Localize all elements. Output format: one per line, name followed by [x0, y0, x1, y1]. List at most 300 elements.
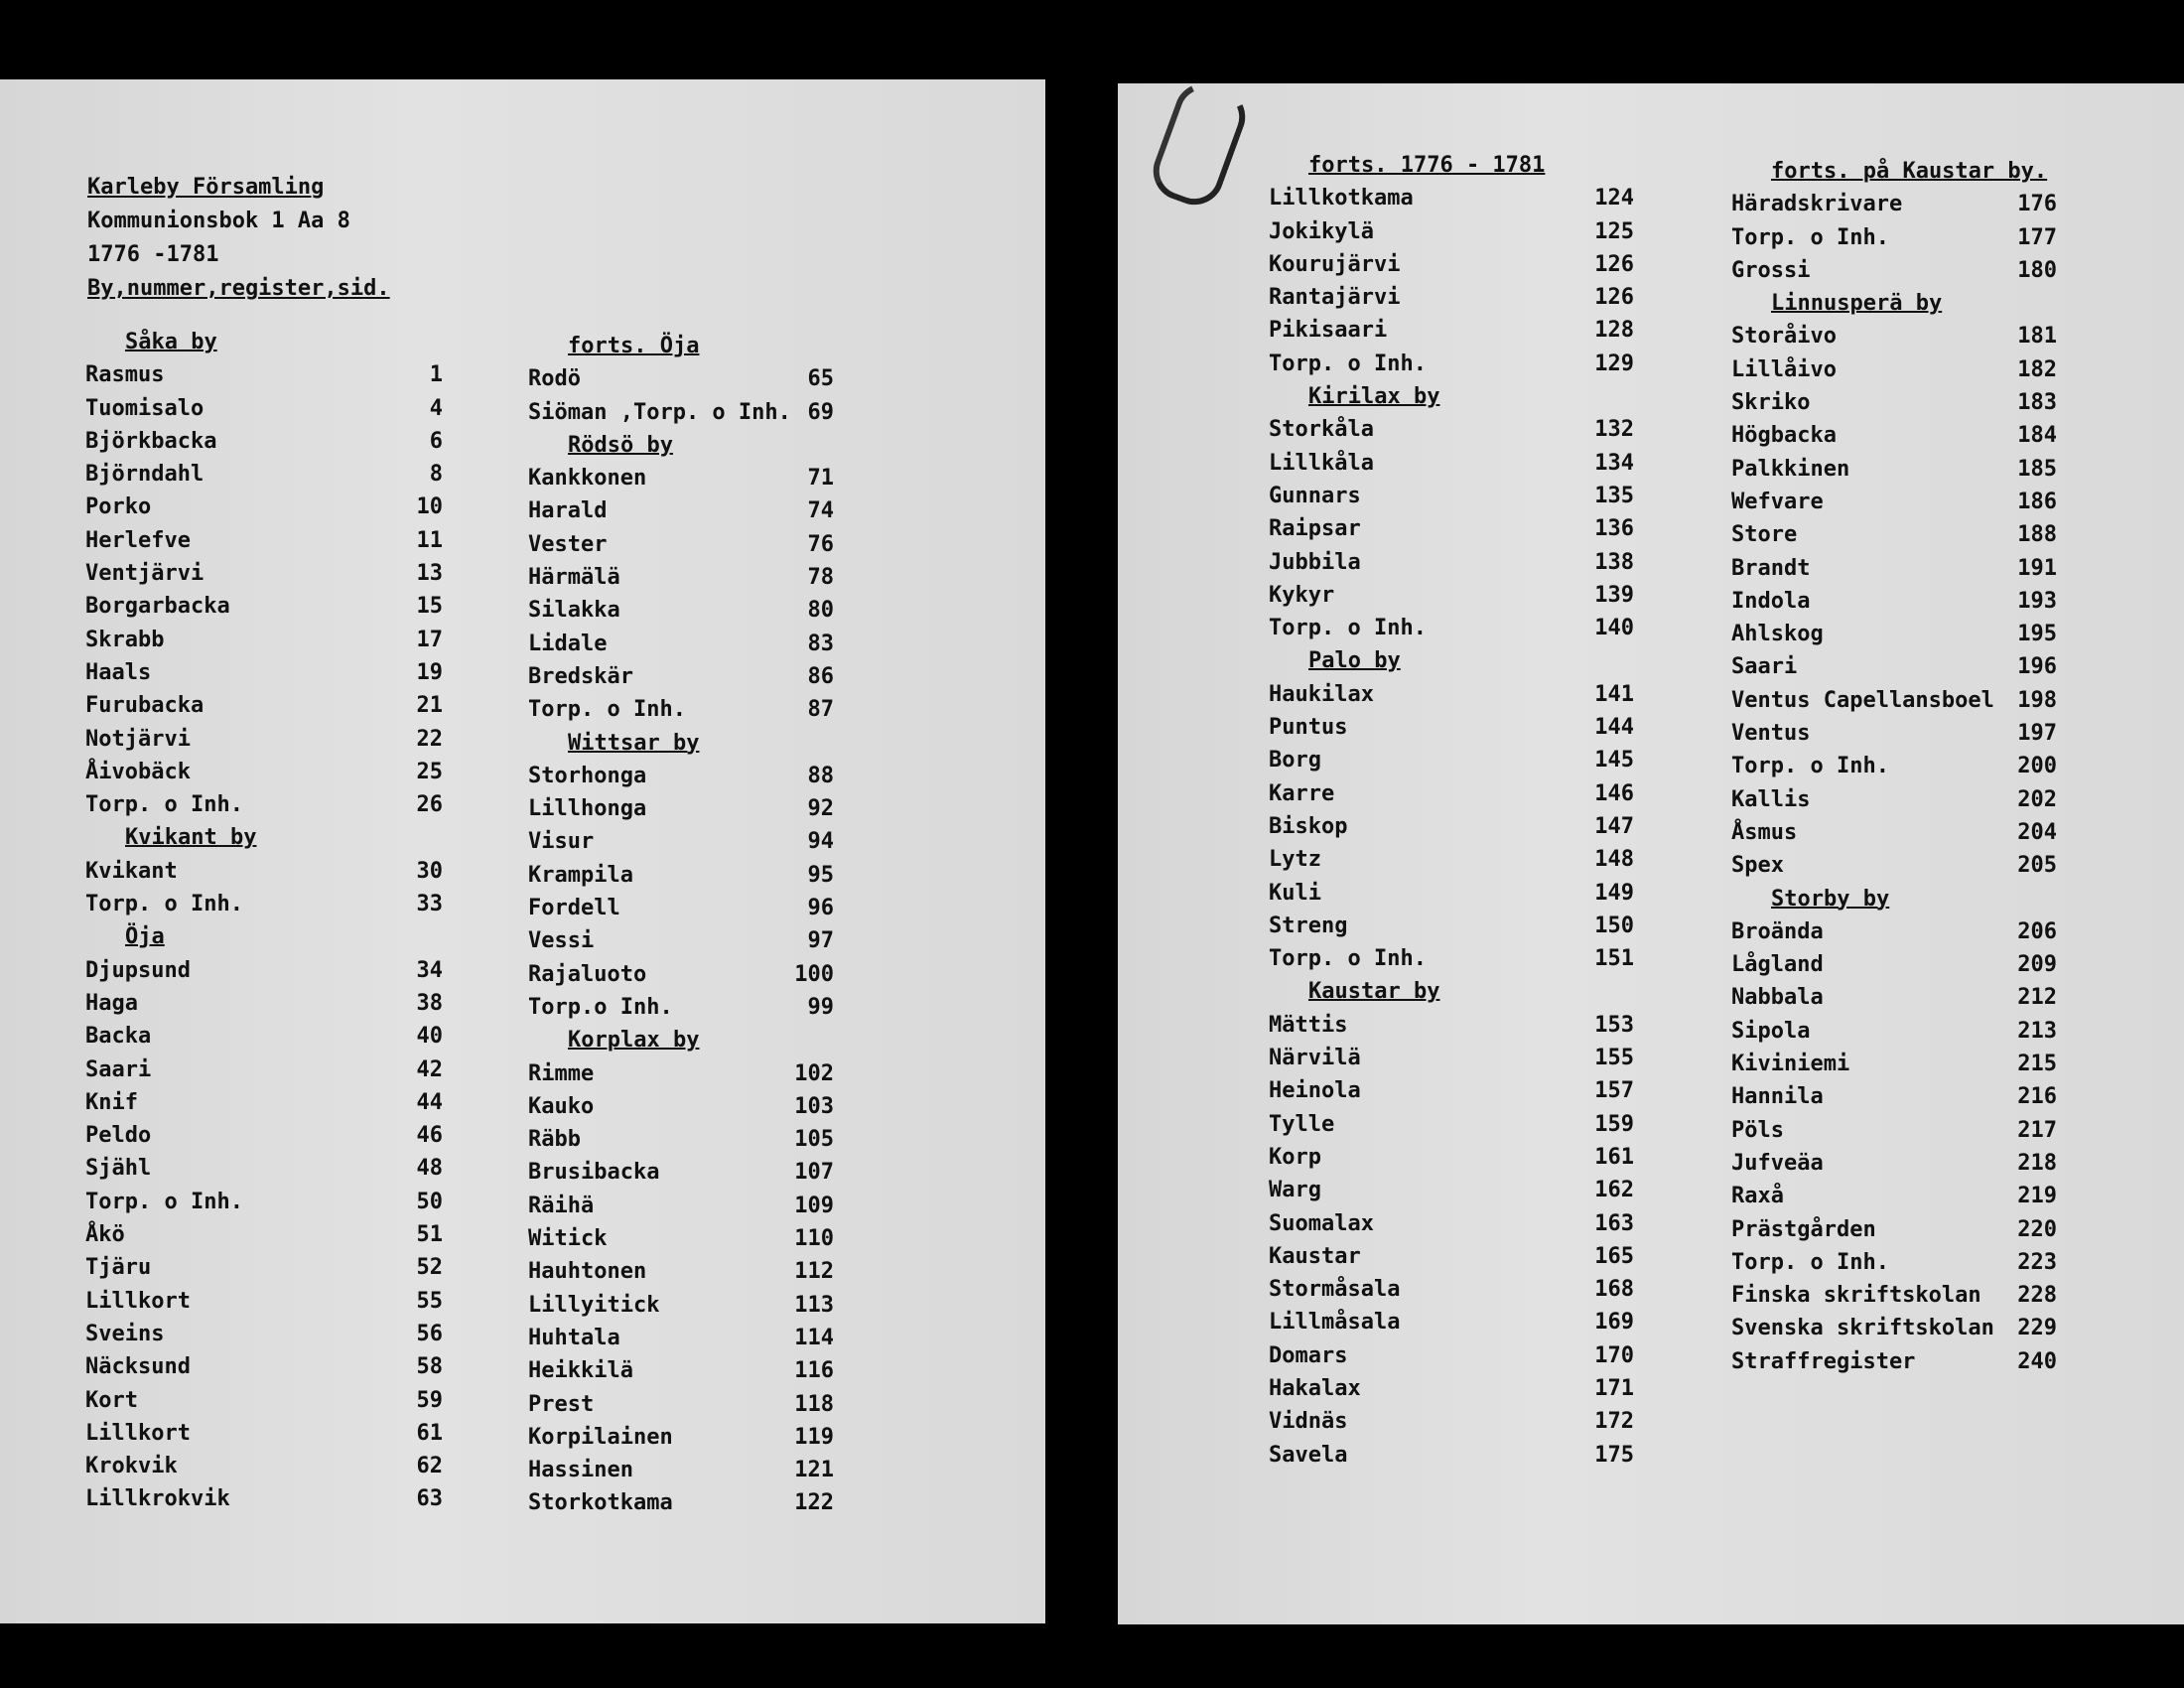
entry-name: Åsmus [1731, 819, 1798, 845]
entry-page: 78 [807, 565, 834, 591]
index-entry [528, 1289, 834, 1322]
entry-page: 62 [416, 1454, 443, 1479]
entry-page: 119 [794, 1424, 834, 1450]
index-entry [528, 760, 834, 792]
index-entry [1731, 486, 2057, 518]
entry-name: Rodö [528, 366, 581, 392]
index-entry [1731, 783, 2057, 816]
entry-page: 213 [2017, 1018, 2057, 1044]
section-heading: Korplax by [568, 1028, 700, 1054]
index-entry [1731, 1279, 2057, 1312]
index-entry [85, 392, 443, 425]
entry-name: Närvilä [1269, 1046, 1361, 1071]
section-heading: forts. 1776 - 1781 [1308, 153, 1546, 178]
entry-name: Skriko [1731, 390, 1811, 416]
entry-name: Peldo [85, 1123, 152, 1149]
index-entry [1731, 750, 2057, 782]
index-entry [85, 1086, 443, 1119]
index-entry [528, 1090, 834, 1123]
entry-page: 155 [1594, 1046, 1634, 1071]
index-entry [1269, 1207, 1634, 1240]
section-heading: Kvikant by [125, 825, 257, 851]
entry-name: Kort [85, 1387, 138, 1413]
index-entry [1269, 281, 1634, 314]
entry-name: Kallis [1731, 786, 1811, 812]
entry-page: 169 [1594, 1310, 1634, 1336]
index-entry [1731, 1114, 2057, 1147]
entry-page: 184 [2017, 423, 2057, 449]
entry-name: Lillhonga [528, 796, 647, 822]
entry-name: Härmälä [528, 565, 620, 591]
index-entry [1269, 1042, 1634, 1074]
index-entry [85, 723, 443, 756]
index-entry [1269, 744, 1634, 776]
entry-name: Backa [85, 1024, 152, 1050]
index-entry [528, 924, 834, 957]
entry-name: Kourujärvi [1269, 251, 1401, 277]
entry-name: Gunnars [1269, 483, 1361, 508]
entry-page: 148 [1594, 847, 1634, 873]
entry-name: Tjäru [85, 1255, 152, 1281]
index-entry [85, 888, 443, 920]
index-entry [528, 958, 834, 991]
index-entry [1269, 413, 1634, 446]
entry-name: Siöman ,Torp. o Inh. [528, 399, 791, 425]
entry-name: Lillkåla [1269, 450, 1374, 476]
entry-name: Rajaluoto [528, 961, 647, 987]
entry-page: 144 [1594, 715, 1634, 741]
index-entry [85, 1218, 443, 1251]
entry-page: 19 [416, 659, 443, 685]
index-entry [528, 792, 834, 825]
entry-name: Heikkilä [528, 1358, 633, 1384]
index-entry [85, 1285, 443, 1318]
index-entry [528, 528, 834, 561]
index-entry [1269, 1074, 1634, 1107]
entry-page: 71 [807, 466, 834, 492]
entry-name: Porko [85, 494, 152, 520]
entry-name: Häradskrivare [1731, 192, 1903, 217]
entry-name: Huhtala [528, 1325, 620, 1350]
entry-name: Skrabb [85, 627, 165, 652]
index-entry [528, 494, 834, 527]
entry-name: Kvikant [85, 858, 178, 884]
entry-name: Haals [85, 659, 152, 685]
left-header [87, 171, 465, 306]
section-heading: Storby by [1771, 886, 1890, 912]
entry-name: Hakalax [1269, 1375, 1361, 1401]
index-entry [1731, 981, 2057, 1014]
entry-page: 52 [416, 1255, 443, 1281]
entry-name: Åivobäck [85, 759, 191, 784]
entry-page: 96 [807, 896, 834, 921]
entry-name: Ahlskog [1731, 622, 1824, 647]
entry-name: Lillåivo [1731, 356, 1837, 382]
entry-page: 215 [2017, 1052, 2057, 1077]
entry-name: Åkö [85, 1222, 125, 1248]
entry-page: 59 [416, 1387, 443, 1413]
entry-page: 38 [416, 990, 443, 1016]
entry-page: 161 [1594, 1144, 1634, 1170]
entry-page: 212 [2017, 985, 2057, 1011]
index-entry [1269, 877, 1634, 910]
index-entry [85, 1054, 443, 1086]
index-entry [528, 1388, 834, 1421]
entry-page: 116 [794, 1358, 834, 1384]
entry-page: 46 [416, 1123, 443, 1149]
index-entry [528, 628, 834, 660]
index-entry [528, 1421, 834, 1454]
entry-name: Storåivo [1731, 324, 1837, 350]
index-entry [1731, 717, 2057, 750]
entry-name: Lillyitick [528, 1292, 660, 1318]
index-entry [1269, 1108, 1634, 1141]
entry-page: 193 [2017, 588, 2057, 614]
entry-page: 88 [807, 763, 834, 788]
entry-name: Lillkort [85, 1420, 191, 1446]
entry-name: Knif [85, 1089, 138, 1115]
entry-name: Ventjärvi [85, 561, 205, 587]
index-entry [1731, 1246, 2057, 1279]
entry-page: 182 [2017, 356, 2057, 382]
entry-name: Vester [528, 531, 608, 557]
entry-name: Räbb [528, 1127, 581, 1153]
index-entry [85, 624, 443, 656]
entry-page: 126 [1594, 285, 1634, 311]
register-subtitle: By,nummer,register,sid. [87, 276, 390, 301]
entry-name: Torp. o Inh. [528, 697, 686, 723]
entry-page: 136 [1594, 516, 1634, 542]
index-entry [85, 1186, 443, 1218]
entry-page: 196 [2017, 654, 2057, 680]
entry-name: Fordell [528, 896, 620, 921]
entry-page: 191 [2017, 555, 2057, 581]
entry-page: 87 [807, 697, 834, 723]
entry-name: Spex [1731, 853, 1784, 879]
index-entry [528, 362, 834, 395]
index-entry [1731, 948, 2057, 981]
entry-name: Streng [1269, 913, 1348, 938]
entry-page: 177 [2017, 224, 2057, 250]
index-entry [1731, 816, 2057, 849]
entry-page: 240 [2017, 1348, 2057, 1374]
entry-page: 128 [1594, 318, 1634, 344]
entry-page: 15 [416, 594, 443, 620]
index-entry [1269, 1405, 1634, 1438]
entry-name: Kykyr [1269, 582, 1335, 608]
entry-page: 109 [794, 1193, 834, 1218]
index-entry [1731, 419, 2057, 452]
entry-page: 13 [416, 561, 443, 587]
entry-name: Stormåsala [1269, 1277, 1401, 1303]
entry-name: Ventus Capellansboel [1731, 687, 1994, 713]
index-entry [528, 660, 834, 693]
entry-name: Jubbila [1269, 549, 1361, 575]
index-entry [1269, 579, 1634, 612]
entry-page: 97 [807, 928, 834, 954]
index-entry [1731, 1312, 2057, 1344]
index-entry [528, 1156, 834, 1189]
entry-name: Silakka [528, 598, 620, 624]
index-entry [528, 462, 834, 494]
section-heading: Såka by [125, 330, 217, 354]
index-entry [528, 825, 834, 858]
index-entry [1269, 1339, 1634, 1372]
entry-name: Domars [1269, 1342, 1348, 1368]
index-entry [85, 590, 443, 623]
entry-page: 172 [1594, 1409, 1634, 1435]
book-years: 1776 -1781 [87, 242, 219, 267]
index-entry [1731, 518, 2057, 551]
entry-name: Torp. o Inh. [1731, 754, 1889, 779]
entry-name: Sipola [1731, 1018, 1811, 1044]
entry-page: 44 [416, 1089, 443, 1115]
entry-page: 99 [807, 994, 834, 1020]
entry-page: 63 [416, 1486, 443, 1512]
entry-name: Torp. o Inh. [1731, 224, 1889, 250]
entry-page: 114 [794, 1325, 834, 1350]
entry-page: 197 [2017, 721, 2057, 747]
index-entry [1269, 1273, 1634, 1306]
entry-page: 30 [416, 858, 443, 884]
entry-name: Storkåla [1269, 417, 1374, 443]
entry-name: Warg [1269, 1178, 1321, 1203]
entry-name: Bredskär [528, 663, 633, 689]
entry-page: 219 [2017, 1184, 2057, 1209]
entry-name: Hannila [1731, 1084, 1824, 1110]
entry-page: 4 [429, 395, 443, 421]
index-entry [85, 1482, 443, 1515]
entry-name: Herlefve [85, 527, 191, 553]
entry-page: 26 [416, 792, 443, 818]
index-entry [85, 1318, 443, 1350]
parish-title: Karleby Församling [87, 175, 325, 200]
entry-name: Haga [85, 990, 138, 1016]
index-entry [85, 1119, 443, 1152]
index-entry [85, 788, 443, 821]
entry-page: 139 [1594, 582, 1634, 608]
index-entry [1269, 314, 1634, 347]
entry-page: 162 [1594, 1178, 1634, 1203]
entry-page: 181 [2017, 324, 2057, 350]
entry-page: 129 [1594, 351, 1634, 376]
entry-page: 65 [807, 366, 834, 392]
entry-name: Näcksund [85, 1354, 191, 1380]
index-entry [528, 1255, 834, 1288]
entry-name: Djupsund [85, 957, 191, 983]
entry-page: 218 [2017, 1150, 2057, 1176]
entry-page: 25 [416, 759, 443, 784]
entry-page: 171 [1594, 1375, 1634, 1401]
index-entry [1731, 585, 2057, 618]
entry-name: Jufveäa [1731, 1150, 1824, 1176]
entry-name: Harald [528, 498, 608, 524]
entry-page: 151 [1594, 946, 1634, 972]
index-entry [528, 1057, 834, 1090]
entry-page: 118 [794, 1391, 834, 1417]
entry-name: Vidnäs [1269, 1409, 1348, 1435]
section-heading: Wittsar by [568, 730, 700, 756]
index-entry [1269, 182, 1634, 214]
index-entry [85, 954, 443, 987]
entry-name: Björkbacka [85, 428, 217, 454]
index-entry [1269, 447, 1634, 480]
entry-name: Puntus [1269, 715, 1348, 741]
entry-page: 202 [2017, 786, 2057, 812]
entry-page: 80 [807, 598, 834, 624]
entry-name: Lågland [1731, 952, 1824, 978]
entry-page: 204 [2017, 819, 2057, 845]
entry-page: 183 [2017, 390, 2057, 416]
entry-name: Svenska skriftskolan [1731, 1316, 1994, 1341]
entry-page: 95 [807, 862, 834, 888]
entry-name: Saari [85, 1056, 152, 1082]
entry-page: 141 [1594, 681, 1634, 707]
entry-page: 132 [1594, 417, 1634, 443]
index-entry [1731, 849, 2057, 882]
index-entry [528, 1123, 834, 1156]
index-entry [1731, 1080, 2057, 1113]
entry-page: 105 [794, 1127, 834, 1153]
entry-page: 176 [2017, 192, 2057, 217]
entry-page: 195 [2017, 622, 2057, 647]
entry-name: Torp. o Inh. [1269, 946, 1427, 972]
index-entry [528, 892, 834, 924]
index-column-2 [528, 330, 834, 1520]
entry-name: Witick [528, 1226, 608, 1252]
index-entry [1269, 512, 1634, 545]
entry-page: 186 [2017, 489, 2057, 514]
entry-name: Björndahl [85, 462, 205, 488]
entry-page: 138 [1594, 549, 1634, 575]
index-entry [1269, 810, 1634, 843]
entry-name: Borg [1269, 748, 1321, 774]
entry-name: Högbacka [1731, 423, 1837, 449]
entry-name: Raipsar [1269, 516, 1361, 542]
entry-name: Suomalax [1269, 1210, 1374, 1236]
entry-page: 58 [416, 1354, 443, 1380]
entry-page: 146 [1594, 780, 1634, 806]
index-entry [528, 693, 834, 726]
section-heading: forts. Öja [568, 334, 700, 358]
index-entry [85, 1384, 443, 1417]
index-entry [528, 561, 834, 594]
index-entry [1731, 1345, 2057, 1378]
entry-name: Lytz [1269, 847, 1321, 873]
entry-name: Saari [1731, 654, 1798, 680]
index-entry [1269, 248, 1634, 281]
entry-page: 188 [2017, 522, 2057, 548]
entry-name: Finska skriftskolan [1731, 1283, 1981, 1309]
entry-page: 229 [2017, 1316, 2057, 1341]
entry-page: 149 [1594, 880, 1634, 906]
entry-page: 83 [807, 631, 834, 656]
entry-page: 170 [1594, 1342, 1634, 1368]
index-entry [85, 358, 443, 391]
entry-name: Torp. o Inh. [85, 792, 243, 818]
index-entry [1269, 843, 1634, 876]
section-heading: Palo by [1308, 648, 1401, 674]
entry-page: 100 [794, 961, 834, 987]
entry-page: 92 [807, 796, 834, 822]
entry-page: 153 [1594, 1012, 1634, 1038]
index-entry [528, 1354, 834, 1387]
index-entry [85, 491, 443, 523]
entry-page: 124 [1594, 186, 1634, 211]
book-title: Kommunionsbok 1 Aa 8 [87, 209, 350, 233]
index-entry [85, 1020, 443, 1053]
index-entry [1731, 684, 2057, 717]
index-entry [1731, 353, 2057, 386]
entry-name: Pikisaari [1269, 318, 1388, 344]
index-entry [528, 1190, 834, 1222]
index-entry [528, 1322, 834, 1354]
entry-page: 168 [1594, 1277, 1634, 1303]
index-entry [1269, 1306, 1634, 1338]
index-entry [85, 1350, 443, 1383]
index-entry [1269, 1372, 1634, 1405]
index-entry [1731, 254, 2057, 287]
index-entry [1731, 386, 2057, 419]
index-entry [1731, 1213, 2057, 1246]
entry-page: 69 [807, 399, 834, 425]
entry-name: Wefvare [1731, 489, 1824, 514]
entry-page: 145 [1594, 748, 1634, 774]
entry-name: Sveins [85, 1321, 165, 1346]
entry-page: 22 [416, 726, 443, 752]
index-column-4 [1731, 155, 2057, 1378]
entry-name: Torp. o Inh. [85, 892, 243, 917]
entry-page: 55 [416, 1288, 443, 1314]
entry-page: 157 [1594, 1078, 1634, 1104]
index-entry [85, 1251, 443, 1284]
index-entry [1731, 1015, 2057, 1048]
index-entry [85, 756, 443, 788]
section-heading: forts. på Kaustar by. [1771, 159, 2048, 184]
index-entry [1269, 546, 1634, 579]
entry-page: 228 [2017, 1283, 2057, 1309]
index-entry [85, 1152, 443, 1185]
entry-name: Torp. o Inh. [1731, 1249, 1889, 1275]
index-entry [1269, 1009, 1634, 1042]
entry-page: 112 [794, 1259, 834, 1285]
entry-page: 209 [2017, 952, 2057, 978]
index-entry [85, 425, 443, 458]
entry-name: Lillkrokvik [85, 1486, 230, 1512]
entry-page: 86 [807, 663, 834, 689]
entry-page: 200 [2017, 754, 2057, 779]
index-entry [1731, 1180, 2057, 1212]
entry-name: Hauhtonen [528, 1259, 647, 1285]
entry-page: 134 [1594, 450, 1634, 476]
entry-page: 51 [416, 1222, 443, 1248]
entry-name: Notjärvi [85, 726, 191, 752]
index-entry [1731, 221, 2057, 254]
entry-name: Pöls [1731, 1117, 1784, 1143]
entry-name: Brusibacka [528, 1160, 660, 1186]
entry-name: Rimme [528, 1060, 595, 1086]
index-entry [1269, 1141, 1634, 1174]
entry-name: Torp. o Inh. [1269, 351, 1427, 376]
entry-page: 10 [416, 494, 443, 520]
index-entry [1731, 453, 2057, 486]
entry-page: 126 [1594, 251, 1634, 277]
entry-page: 198 [2017, 687, 2057, 713]
index-column-1 [85, 326, 443, 1516]
entry-page: 110 [794, 1226, 834, 1252]
entry-page: 56 [416, 1321, 443, 1346]
entry-page: 40 [416, 1024, 443, 1050]
